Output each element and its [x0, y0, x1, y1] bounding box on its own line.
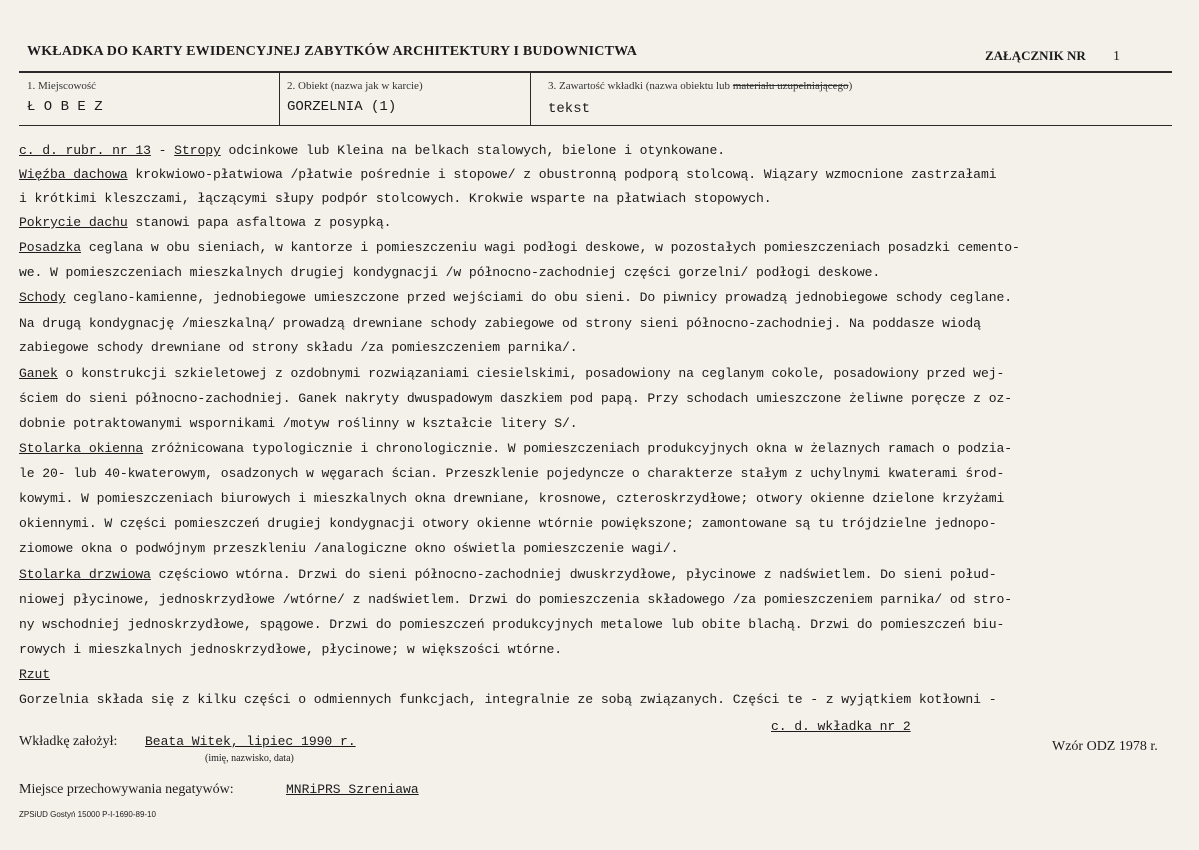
body-line — [19, 167, 996, 182]
section-heading: Schody — [19, 290, 66, 305]
body-line: ściem do sieni północno-zachodniej. Ganek nakryty dwuspadowym daszkiem pod papą. Przy schodach umieszczone żeliwne poręcze z oz- — [19, 391, 1012, 406]
body-line: i krótkimi kleszczami, łączącymi słupy podpór stolcowych. Krokwie wsparte na płatwiach stopowych. — [19, 191, 772, 206]
field-divider-2 — [530, 72, 531, 126]
negatives-value: MNRiPRS Szreniawa — [286, 782, 419, 797]
body-line: niowej płycinowe, jednoskrzydłowe /wtórne/ z nadświetlem. Drzwi do pomieszczenia składowego /za pomieszczeniem parnika/ od stro- — [19, 592, 1012, 607]
locality-value: Ł O B E Z — [27, 99, 103, 115]
body-line: kowymi. W pomieszczeniach biurowych i mieszkalnych okna drewniane, krosnowe, czteroskrzydłowe; otwory okienne dzielone krzyżami — [19, 491, 1005, 506]
section-heading: Pokrycie dachu — [19, 215, 128, 230]
body-line — [19, 441, 1012, 456]
contents-label-struck: materiału uzupełniającego — [732, 80, 849, 92]
contents-label-end: ) — [848, 80, 853, 92]
created-by-hint: (imię, nazwisko, data) — [205, 753, 294, 764]
continued-ref: c. d. rubr. nr 13 — [19, 143, 151, 158]
section-heading: Stropy — [174, 143, 221, 158]
body-text: o konstrukcji szkieletowej z ozdobnymi rozwiązaniami ciesielskimi, posadowiony na ceglanym cokole, posadowiony przed wej- — [57, 366, 1005, 381]
attachment-label: ZAŁĄCZNIK NR — [985, 48, 1086, 63]
body-line: ziomowe okna o podwójnym przeszkleniu /analogiczne okno oświetla pomieszczenie wagi/. — [19, 541, 679, 556]
section-heading: Ganek — [19, 366, 58, 381]
body-line: ny wschodniej jednoskrzydłowe, spągowe. Drzwi do pomieszczeń produkcyjnych metalowe lub obite blachą. Drzwi do pomieszczeń biu- — [19, 617, 1005, 632]
object-label: 2. Obiekt (nazwa jak w karcie) — [287, 80, 423, 92]
body-line — [19, 215, 391, 230]
continuation-note: c. d. wkładka nr 2 — [771, 719, 911, 734]
body-line — [19, 667, 50, 682]
body-line — [19, 290, 1012, 305]
attachment-number: 1 — [1113, 49, 1120, 64]
body-line — [19, 240, 1020, 255]
contents-label — [548, 80, 852, 92]
locality-label: 1. Miejscowość — [27, 80, 97, 92]
form-version: Wzór ODZ 1978 r. — [1052, 739, 1158, 754]
body-line: okiennymi. W części pomieszczeń drugiej kondygnacji otwory okienne wtórnie powiększone; zamontowane są tu trójdzielne jednopo- — [19, 516, 997, 531]
section-heading: Rzut — [19, 667, 51, 682]
body-line: dobnie potraktowanymi wspornikami /motyw roślinny w kształcie litery S/. — [19, 416, 578, 431]
body-text: zróżnicowana typologicznie i chronologicznie. W pomieszczeniach produkcyjnych okna w żelaznych ramach o podzia- — [143, 441, 1012, 456]
negatives-label: Miejsce przechowywania negatywów: — [19, 782, 234, 797]
body-line — [19, 567, 996, 582]
body-text: odcinkowe lub Kleina na belkach stalowych, bielone i otynkowane. — [220, 143, 725, 158]
body-line — [19, 143, 725, 158]
fields-bottom-rule — [19, 125, 1172, 126]
body-text: stanowi papa asfaltowa z posypką. — [127, 215, 392, 230]
contents-label-part: 3. Zawartość wkładki (nazwa obiektu lub — [548, 80, 731, 92]
object-value: GORZELNIA (1) — [287, 99, 397, 115]
body-line: we. W pomieszczeniach mieszkalnych drugiej kondygnacji /w północno-zachodniej części gorzelni/ podłogi deskowe. — [19, 265, 881, 280]
body-line: le 20- lub 40-kwaterowym, osadzonych w węgarach ścian. Przeszklenie pojedyncze o charakterze stałym z uchylnymi kwaterami środ- — [19, 466, 1005, 481]
form-title: WKŁADKA DO KARTY EWIDENCYJNEJ ZABYTKÓW ARCHITEKTURY I BUDOWNICTWA — [27, 44, 638, 59]
top-rule — [19, 71, 1172, 73]
section-heading: Stolarka drzwiowa — [19, 567, 151, 582]
body-text: ceglano-kamienne, jednobiegowe umieszczone przed wejściami do obu sieni. Do piwnicy prowadzą jednobiegowe schody ceglane. — [65, 290, 1012, 305]
body-line: rowych i mieszkalnych jednoskrzydłowe, płycinowe; w większości wtórne. — [19, 642, 563, 657]
section-heading: Więźba dachowa — [19, 167, 128, 182]
body-line: Gorzelnia składa się z kilku części o odmiennych funkcjach, integralnie ze sobą związanych. Części te - z wyjątkiem kotłowni - — [19, 692, 997, 707]
body-line: Na drugą kondygnację /mieszkalną/ prowadzą drewniane schody zabiegowe od strony sieni północno-zachodniej. Na poddasze wiodą — [19, 316, 981, 331]
body-line — [19, 366, 1004, 381]
contents-value: tekst — [548, 101, 591, 117]
dash: - — [150, 143, 175, 158]
section-heading: Posadzka — [19, 240, 82, 255]
body-text: częściowo wtórna. Drzwi do sieni północno-zachodniej dwuskrzydłowe, płycinowe z nadświetlem. Do sieni połud- — [150, 567, 997, 582]
body-text: krokwiowo-płatwiowa /płatwie pośrednie i stopowe/ z obustronną podporą stolcową. Wiązary wzmocnione zastrzałami — [127, 167, 997, 182]
section-heading: Stolarka okienna — [19, 441, 144, 456]
created-by-value: Beata Witek, lipiec 1990 r. — [145, 734, 356, 749]
print-info: ZPSiUD Gostyń 15000 P-I-1690-89-10 — [19, 810, 156, 819]
field-divider-1 — [279, 72, 280, 126]
body-line: zabiegowe schody drewniane od strony składu /za pomieszczeniem parnika/. — [19, 340, 578, 355]
created-by-label: Wkładkę założył: — [19, 734, 118, 749]
body-text: ceglana w obu sieniach, w kantorze i pomieszczeniu wagi podłogi deskowe, w pozostałych pomieszczeniach posadzki cemento- — [81, 240, 1020, 255]
